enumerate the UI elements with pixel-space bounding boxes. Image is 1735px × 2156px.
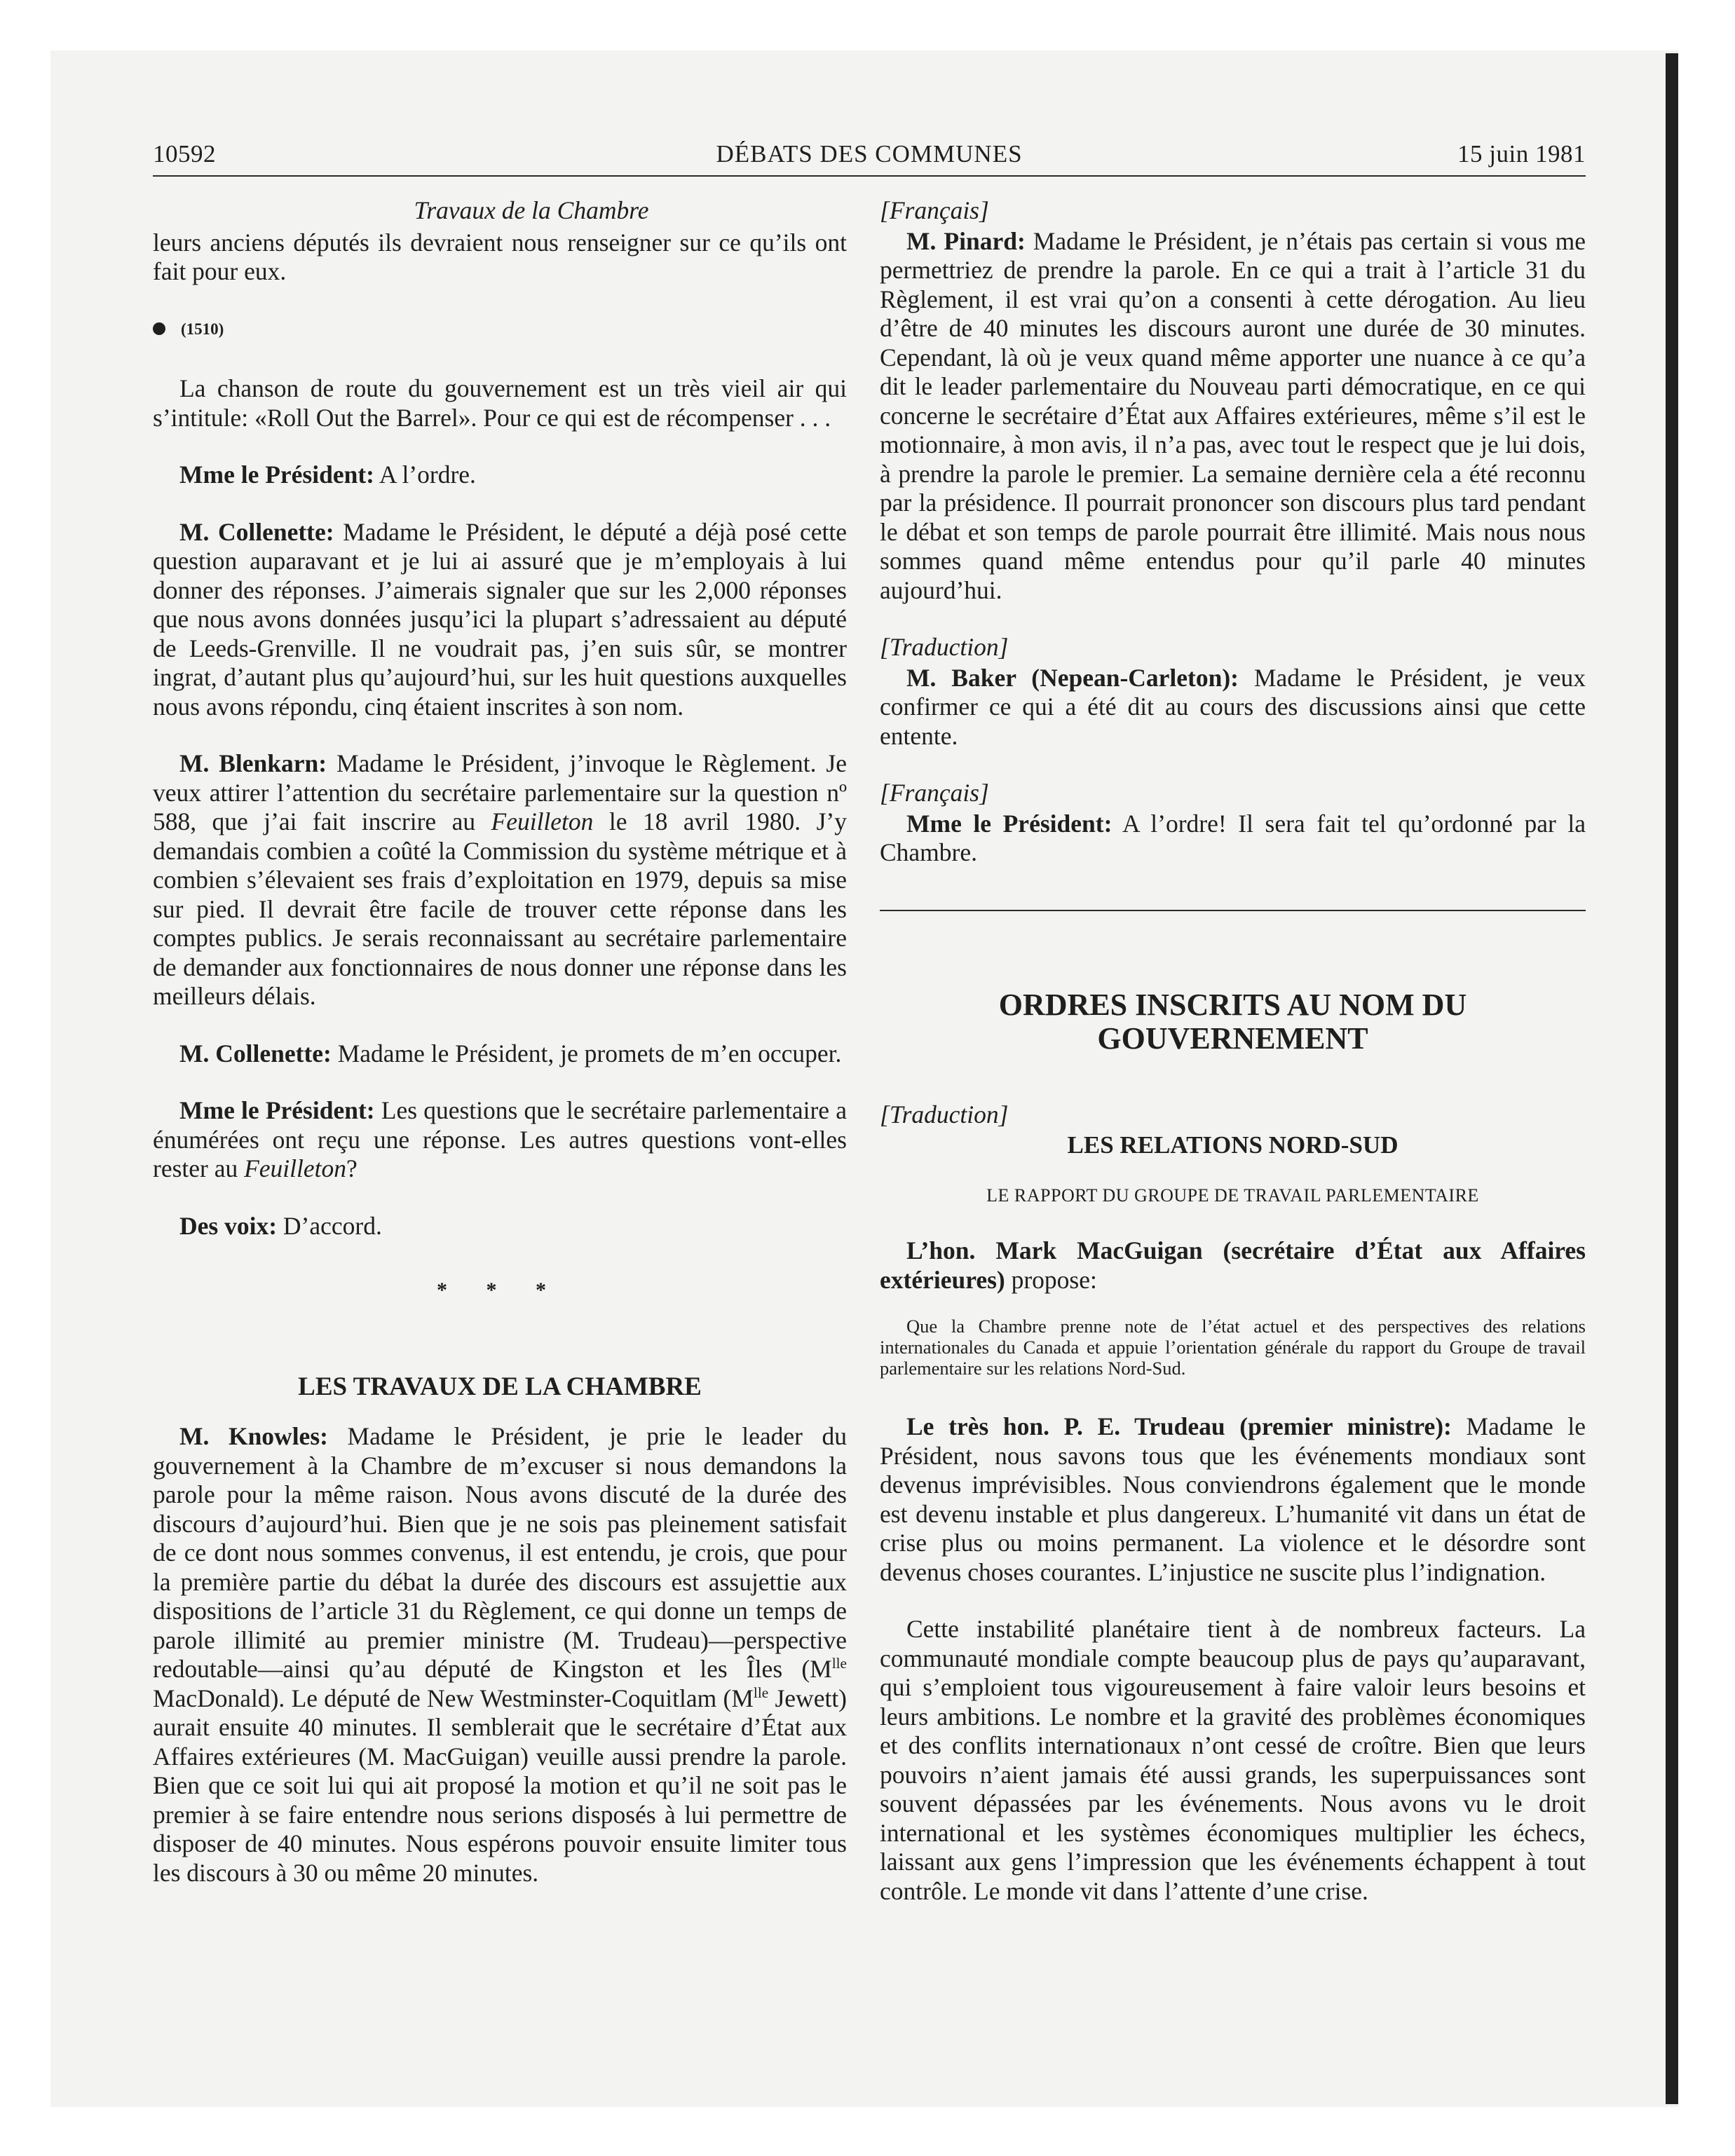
bullet-icon xyxy=(153,322,165,335)
italic-term: Feuilleton xyxy=(491,807,594,835)
speech-text: A l’ordre! Il sera fait tel qu’ordonné par la Chambre. xyxy=(880,809,1586,866)
subject-heading: LES RELATIONS NORD-SUD xyxy=(1067,1131,1399,1159)
speaker-name: Mme le Président: xyxy=(906,809,1113,838)
horizontal-rule xyxy=(880,910,1586,911)
speaker-name: Le très hon. P. E. Trudeau (premier ministre): xyxy=(906,1412,1452,1440)
speaker-name: Mme le Président: xyxy=(179,460,374,489)
speech-paragraph xyxy=(880,1236,1586,1295)
speaker-name: L’hon. Mark MacGuigan (secrétaire d’État aux Affaires extérieures) xyxy=(880,1236,1586,1294)
speech-paragraph xyxy=(153,749,847,1011)
speaker-name: M. Baker (Nepean-Carleton): xyxy=(906,663,1239,692)
superscript: lle xyxy=(753,1684,769,1701)
speech-text: Madame le Président, je n’étais pas certain si vous me permettriez de prendre la parole. En ce qui a trait à l’article 31 du Règlement, il est vrai qu’on a consenti à cette dérogation. Au lieu d’être de 40 minutes les discours auront une durée de 30 minutes. Cependant, là où je veux quand même apporter une nuance à ce qu’a dit le leader parlementaire du Nouveau parti démocratique, en ce qui concerne le secrétaire d’État aux Affaires extérieures, même s’il est le motionnaire, à mon avis, il n’a pas, avec tout le respect que je lui dois, à prendre la parole le premier. La semaine dernière cela a été reconnu par la présidence. Il pourrait prononcer son discours plus tard pendant le débat et son temps de parole pourrait être illimité. Mais nous nous sommes quand même entendus pour qu’il parle 40 minutes aujourd’hui. xyxy=(880,226,1586,604)
page-header xyxy=(153,140,1586,177)
speech-text: MacDonald). Le député de New Westminster-Coquitlam (M xyxy=(153,1684,754,1712)
language-tag: [Français] xyxy=(880,779,989,807)
orders-heading: ORDRES INSCRITS AU NOM DU GOUVERNEMENT xyxy=(998,987,1467,1056)
speech-text: Madame le Président, je prie le leader du gouvernement à la Chambre de m’excuser si nous demandons la parole pour la même raison. Nous avons discuté de la durée des discours d’aujourd’hui. Bien que je ne sois pas pleinement satisfait de ce dont nous sommes convenus, il est entendu, je crois, que pour la première partie du débat la durée des discours est assujettie aux dispositions de l’article 31 du Règlement, ce qui donne un temps de parole illimité au premier ministre (M. Trudeau)—perspective redoutable—ainsi qu’au député de Kingston et les Îles (M xyxy=(153,1422,847,1683)
superscript: lle xyxy=(831,1655,847,1672)
language-tag: [Français] xyxy=(880,196,989,224)
speaker-name: M. Collenette: xyxy=(179,517,334,546)
speaker-name: Mme le Président: xyxy=(179,1096,375,1124)
speech-paragraph xyxy=(153,1422,847,1888)
language-tag: [Traduction] xyxy=(880,1100,1009,1128)
speech-paragraph xyxy=(153,1096,847,1184)
section-separator: * * * xyxy=(437,1278,563,1302)
speech-text: A l’ordre. xyxy=(374,460,476,489)
speaker-name: M. Blenkarn: xyxy=(179,749,327,777)
speech-paragraph xyxy=(880,1412,1586,1587)
publication-title: DÉBATS DES COMMUNES xyxy=(716,140,1023,168)
language-tag: [Traduction] xyxy=(880,633,1009,661)
speech-paragraph xyxy=(880,810,1586,868)
speaker-name: M. Collenette: xyxy=(179,1039,332,1067)
speech-text: le 18 avril 1980. J’y demandais combien a coûté la Commission du système métrique et à combien s’élevaient ses frais d’exploitation en 1979, depuis sa mise sur pied. Il devrait être facile de trouver cette réponse dans les comptes publics. Je serais reconnaissant au secrétaire parlementaire de demander aux fonctionnaires de nous donner une réponse dans les meilleurs délais. xyxy=(153,807,847,1010)
speech-text: Les questions que le secrétaire parlementaire a énumérées ont reçu une réponse. Les autres questions vont-elles rester au xyxy=(153,1096,847,1182)
speech-text: Madame le Président, je promets de m’en occuper. xyxy=(331,1039,842,1067)
time-marker-label: (1510) xyxy=(181,320,224,338)
speech-text: Madame le Président, j’invoque le Règlement. Je veux attirer l’attention du secrétaire parlementaire sur la question nº 588, que j’ai fait inscrire au xyxy=(153,749,847,835)
speech-text: D’accord. xyxy=(277,1211,382,1240)
speech-paragraph xyxy=(880,664,1586,751)
paragraph: La chanson de route du gouvernement est un très vieil air qui s’intitule: «Roll Out the Barrel». Pour ce qui est de récompenser . . . xyxy=(153,374,847,432)
speech-text: Madame le Président, je veux confirmer ce qui a été dit au cours des discussions ainsi que cette entente. xyxy=(880,663,1586,750)
page-number: 10592 xyxy=(153,140,216,168)
scan-edge-bar xyxy=(1666,53,1678,2104)
speech-paragraph xyxy=(153,1039,847,1069)
running-head: Travaux de la Chambre xyxy=(414,196,649,224)
subtopic-heading: LE RAPPORT DU GROUPE DE TRAVAIL PARLEMENTAIRE xyxy=(986,1185,1479,1206)
speech-text: propose: xyxy=(1005,1265,1097,1294)
motion-text: Que la Chambre prenne note de l’état actuel et des perspectives des relations internationales du Canada et appuie l’orientation générale du rapport du Groupe de travail parlementaire sur les relations Nord-Sud. xyxy=(880,1316,1586,1379)
paragraph: Cette instabilité planétaire tient à de nombreux facteurs. La communauté mondiale compte beaucoup plus de pays qu’auparavant, qui s’emploient tous vigoureusement à faire valoir leurs besoins et leurs ambitions. Le nombre et la gravité des problèmes économiques et des conflits internationaux n’ont cessé de croître. Bien que leurs pouvoirs n’aient jamais été aussi grands, les superpuissances sont souvent dépassées par les événements. Nous avons vu le droit international et les systèmes économiques multiplier les échecs, laissant aux gens l’impression que les événements échappent à tout contrôle. Le monde vit dans l’attente d’une crise. xyxy=(880,1615,1586,1905)
paragraph: leurs anciens députés ils devraient nous renseigner sur ce qu’ils ont fait pour eux. xyxy=(153,228,847,285)
speaker-name: M. Pinard: xyxy=(906,226,1026,255)
speech-paragraph xyxy=(153,1212,847,1241)
speech-text: Madame le Président, le député a déjà posé cette question auparavant et je lui ai assuré que je m’employais à lui donner des réponses. J’aimerais signaler que sur les 2,000 réponses que nous avons données jusqu’ici la plupart s’adressaient au député de Leeds-Grenville. Il ne voudrait pas, j’en suis sûr, se montrer ingrat, d’autant plus qu’aujourd’hui, sur les huit questions auxquelles nous avons répondu, cinq étaient inscrites à son nom. xyxy=(153,517,847,721)
speaker-name: Des voix: xyxy=(179,1211,278,1240)
speech-text: Jewett) aurait ensuite 40 minutes. Il semblerait que le secrétaire d’État aux Affaires extérieures (M. MacGuigan) veuille aussi prendre la parole. Bien que ce soit lui qui ait proposé la motion et qu’il ne soit pas le premier à se faire entendre nous serions disposés à lui permettre de disposer de 40 minutes. Nous espérons pouvoir ensuite limiter tous les discours à 30 ou même 20 minutes. xyxy=(153,1684,847,1887)
left-column xyxy=(153,196,847,1916)
speech-text: ? xyxy=(346,1154,358,1182)
speech-paragraph xyxy=(153,460,847,490)
speaker-name: M. Knowles: xyxy=(179,1422,328,1450)
time-marker xyxy=(153,315,847,344)
speech-paragraph xyxy=(153,518,847,722)
speech-text: Madame le Président, nous savons tous que les événements mondiaux sont devenus imprévisibles. Nous conviendrons également que le monde est devenu instable et plus dangereux. L’humanité vit dans un état de crise plus ou moins permanent. La violence et le désordre sont devenus choses courantes. L’injustice ne suscite plus l’indignation. xyxy=(880,1412,1586,1586)
publication-date: 15 juin 1981 xyxy=(1457,140,1586,168)
right-column xyxy=(880,196,1586,1934)
italic-term: Feuilleton xyxy=(244,1154,346,1182)
section-heading: LES TRAVAUX DE LA CHAMBRE xyxy=(298,1372,702,1401)
speech-paragraph xyxy=(880,227,1586,606)
